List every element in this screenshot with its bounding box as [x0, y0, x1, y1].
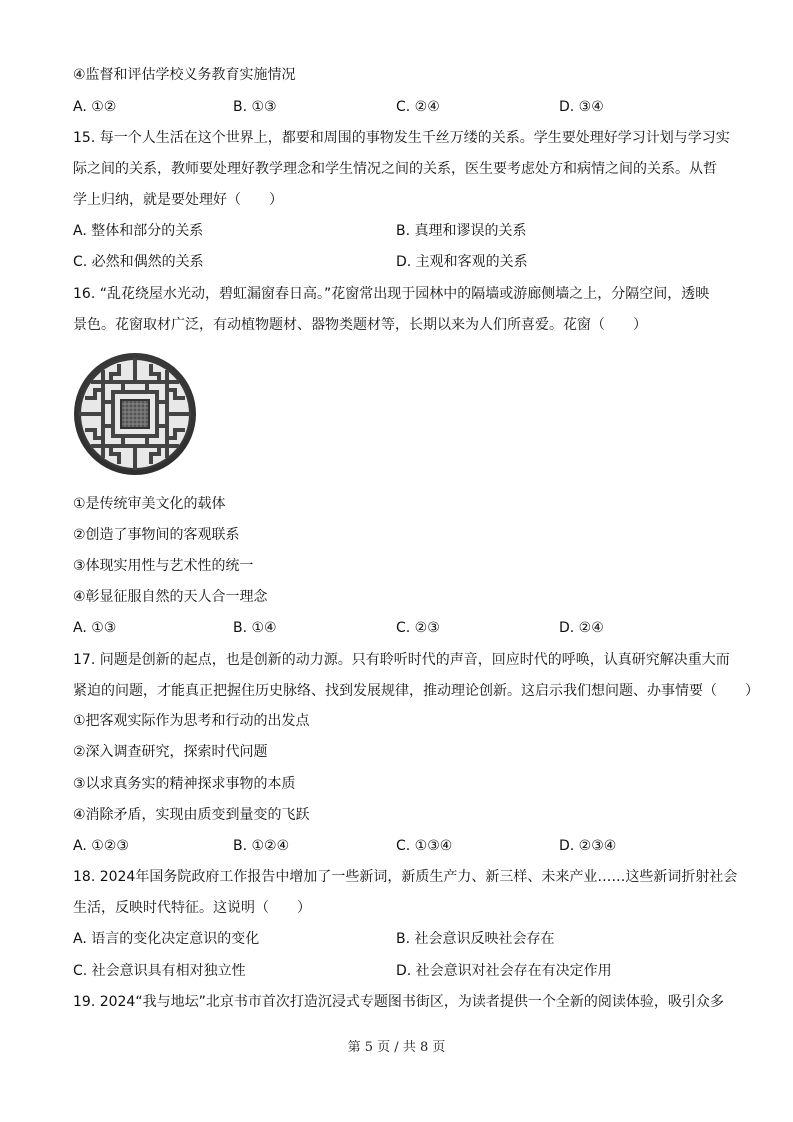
q15-options-row-1	[73, 222, 723, 240]
q14-options	[73, 98, 723, 116]
q17-option-a: A. ①②③	[73, 838, 129, 854]
q14-option-c: C. ②④	[396, 99, 440, 115]
q17-item-2: ②深入调查研究，探索时代问题	[73, 744, 268, 760]
q15-stem-line-2: 际之间的关系，教师要处理好教学理念和学生情况之间的关系，医生要考虑处方和病情之间的关系。从哲	[73, 161, 717, 177]
q14-item-4: ④监督和评估学校义务教育实施情况	[73, 67, 296, 83]
q16-option-d: D. ②④	[559, 620, 604, 636]
q16-item-4: ④彰显征服自然的天人合一理念	[73, 589, 268, 605]
q18-option-c: C. 社会意识具有相对独立性	[73, 963, 246, 979]
q18-option-b: B. 社会意识反映社会存在	[396, 931, 555, 947]
page-footer: 第 5 页 / 共 8 页	[347, 1040, 446, 1055]
q15-option-d: D. 主观和客观的关系	[396, 254, 528, 270]
q14-option-b: B. ①③	[233, 99, 277, 115]
q16-options	[73, 619, 723, 637]
q17-item-3: ③以求真务实的精神探求事物的本质	[73, 776, 296, 792]
q17-item-1: ①把客观实际作为思考和行动的出发点	[73, 713, 310, 729]
q15-stem-line-1: 15. 每一个人生活在这个世界上，都要和周围的事物发生千丝万缕的关系。学生要处理好学习计划与学习实	[73, 130, 730, 146]
q16-option-b: B. ①④	[233, 620, 277, 636]
q15-options-row-2	[73, 253, 723, 271]
q15-stem-line-3: 学上归纳，就是要处理好（ ）	[73, 192, 283, 208]
q16-item-1: ①是传统审美文化的载体	[73, 496, 226, 512]
q18-options-row-1	[73, 930, 723, 948]
q15-option-b: B. 真理和谬误的关系	[396, 223, 527, 239]
q17-option-c: C. ①③④	[396, 838, 453, 854]
q14-option-a: A. ①②	[73, 99, 117, 115]
q19-stem-line-1: 19. 2024“我与地坛”北京书市首次打造沉浸式专题图书街区，为读者提供一个全新的阅读体验，吸引众多	[73, 994, 724, 1010]
q16-option-c: C. ②③	[396, 620, 440, 636]
q17-stem-line-1: 17. 问题是创新的起点，也是创新的动力源。只有聆听时代的声音，回应时代的呼唤，认真研究解决重大而	[73, 652, 730, 668]
q17-options	[73, 837, 723, 855]
q17-stem-line-2: 紧迫的问题，才能真正把握住历史脉络、找到发展规律，推动理论创新。这启示我们想问题、办事情要（ ）	[73, 683, 759, 699]
q18-option-d: D. 社会意识对社会存在有决定作用	[396, 963, 612, 979]
q16-stem-line-2: 景色。花窗取材广泛，有动植物题材、器物类题材等，长期以来为人们所喜爱。花窗（ ）	[73, 317, 647, 333]
q18-stem-line-2: 生活，反映时代特征。这说明（ ）	[73, 900, 311, 916]
q18-stem-line-1: 18. 2024年国务院政府工作报告中增加了一些新词，新质生产力、新三样、未来产业……这些新词折射社会	[73, 869, 738, 885]
q14-option-d: D. ③④	[559, 99, 604, 115]
q16-option-a: A. ①③	[73, 620, 117, 636]
q17-item-4: ④消除矛盾，实现由质变到量变的飞跃	[73, 807, 310, 823]
q18-options-row-2	[73, 962, 723, 980]
q15-option-c: C. 必然和偶然的关系	[73, 254, 204, 270]
lattice-window-image	[73, 352, 197, 476]
q17-option-d: D. ②③④	[559, 838, 617, 854]
q16-item-2: ②创造了事物间的客观联系	[73, 527, 240, 543]
q17-option-b: B. ①②④	[233, 838, 290, 854]
q16-item-3: ③体现实用性与艺术性的统一	[73, 558, 254, 574]
q18-option-a: A. 语言的变化决定意识的变化	[73, 931, 260, 947]
q15-option-a: A. 整体和部分的关系	[73, 223, 204, 239]
q16-stem-line-1: 16. “乱花绕屋水光动，碧虹漏窗春日高。”花窗常出现于园林中的隔墙或游廊侧墙之上，分隔空间，透映	[73, 286, 710, 302]
